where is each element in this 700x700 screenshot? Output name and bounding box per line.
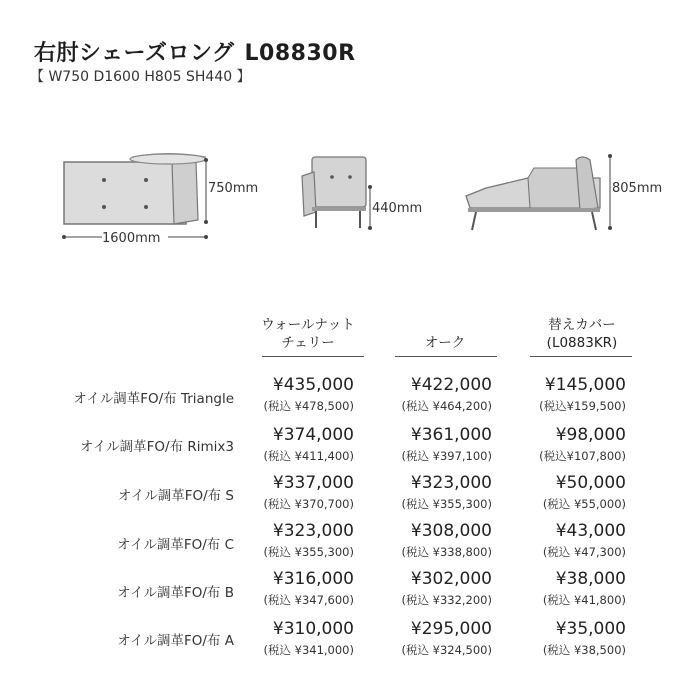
col-header-walnut-cherry	[258, 316, 358, 352]
row-label-s: オイル調革FO/布 S	[117, 488, 234, 504]
price-cell: ¥323,000	[272, 521, 354, 541]
col-header-line2: チェリー	[281, 335, 335, 351]
row-label-triangle: オイル調革FO/布 Triangle	[73, 391, 234, 407]
price-cell: ¥337,000	[272, 473, 354, 493]
price-cell: ¥310,000	[272, 619, 354, 639]
tax-cell: (税込 ¥41,800)	[542, 593, 626, 607]
price-cell: ¥38,000	[555, 569, 626, 589]
row-label-b: オイル調革FO/布 B	[117, 585, 234, 601]
tax-cell: (税込 ¥338,800)	[401, 545, 492, 559]
product-name: 右肘シェーズロング	[34, 41, 235, 66]
seat-height-label: 440mm	[372, 201, 423, 216]
tax-cell: (税込 ¥347,600)	[263, 593, 354, 607]
depth-label: 750mm	[208, 181, 259, 196]
tax-cell: (税込¥107,800)	[539, 449, 626, 463]
tax-cell: (税込 ¥47,300)	[542, 545, 626, 559]
price-cell: ¥302,000	[410, 569, 492, 589]
price-cell: ¥374,000	[272, 425, 354, 445]
col-header-line2: オーク	[424, 335, 466, 351]
tax-cell: (税込 ¥55,000)	[542, 497, 626, 511]
price-cell: ¥35,000	[555, 619, 626, 639]
price-cell: ¥50,000	[555, 473, 626, 493]
price-cell: ¥435,000	[272, 375, 354, 395]
tax-cell: (税込 ¥464,200)	[401, 399, 492, 413]
price-cell: ¥323,000	[410, 473, 492, 493]
tax-cell: (税込¥159,500)	[539, 399, 626, 413]
tax-cell: (税込 ¥355,300)	[263, 545, 354, 559]
tax-cell: (税込 ¥397,100)	[401, 449, 492, 463]
tax-cell: (税込 ¥411,400)	[263, 449, 354, 463]
price-cell: ¥98,000	[555, 425, 626, 445]
tax-cell: (税込 ¥332,200)	[401, 593, 492, 607]
price-cell: ¥361,000	[410, 425, 492, 445]
price-cell: ¥308,000	[410, 521, 492, 541]
price-cell: ¥295,000	[410, 619, 492, 639]
product-code: L08830R	[244, 41, 356, 66]
row-label-c: オイル調革FO/布 C	[117, 537, 234, 553]
side-view-drawing	[466, 154, 612, 230]
tax-cell: (税込 ¥341,000)	[263, 643, 354, 657]
col-header-line1: ウォールナット	[261, 317, 355, 333]
product-dimensions: 【 W750 D1600 H805 SH440 】	[30, 69, 251, 85]
col-header-line1: 替えカバー	[548, 317, 616, 333]
tax-cell: (税込 ¥355,300)	[401, 497, 492, 511]
col-header-oak	[400, 316, 490, 352]
tax-cell: (税込 ¥478,500)	[263, 399, 354, 413]
col-header-line1	[400, 316, 490, 334]
price-cell: ¥43,000	[555, 521, 626, 541]
col-underline	[395, 356, 497, 357]
price-cell: ¥422,000	[410, 375, 492, 395]
row-label-a: オイル調革FO/布 A	[117, 633, 234, 649]
top-view-drawing	[62, 154, 208, 240]
tax-cell: (税込 ¥370,700)	[263, 497, 354, 511]
price-cell: ¥316,000	[272, 569, 354, 589]
col-underline	[262, 356, 364, 357]
front-view-drawing	[302, 157, 372, 230]
price-cell: ¥145,000	[544, 375, 626, 395]
tax-cell: (税込 ¥324,500)	[401, 643, 492, 657]
width-label: 1600mm	[102, 231, 161, 246]
product-drawings	[0, 0, 700, 260]
col-header-line2: (L0883KR)	[546, 335, 618, 351]
row-label-rimix3: オイル調革FO/布 Rimix3	[79, 439, 234, 455]
tax-cell: (税込 ¥38,500)	[542, 643, 626, 657]
col-header-cover	[532, 316, 632, 352]
height-label: 805mm	[612, 181, 663, 196]
col-underline	[530, 356, 632, 357]
